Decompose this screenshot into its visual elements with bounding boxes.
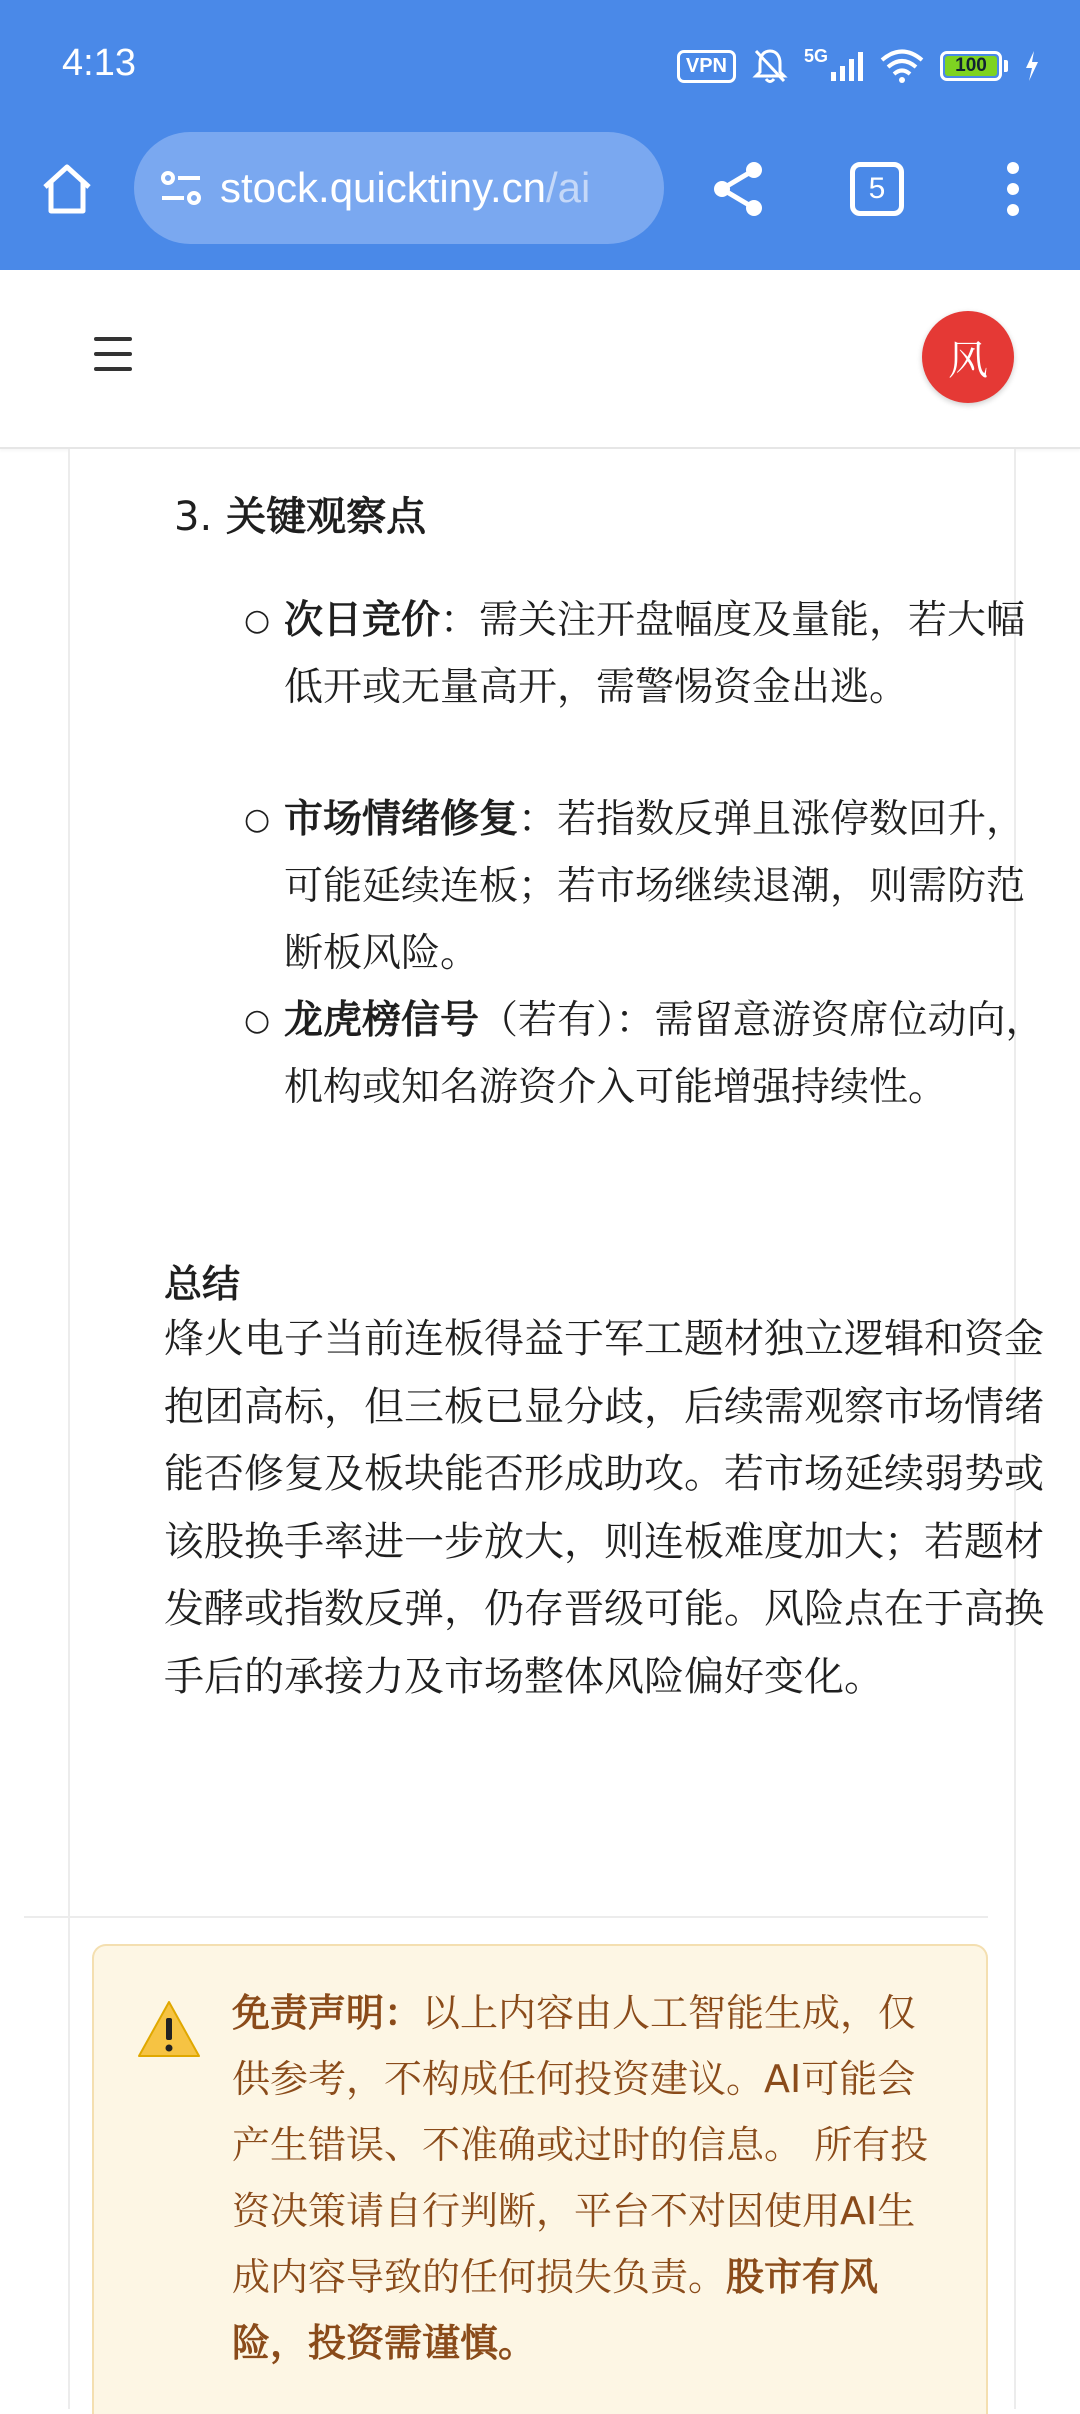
home-icon xyxy=(39,161,95,217)
summary-paragraph: 烽火电子当前连板得益于军工题材独立逻辑和资金抱团高标，但三板已显分歧，后续需观察市场情绪能否修复及板块能否形成助攻。若市场延续弱势或该股换手率进一步放大，则连板难度加大；若题材发酵或指数反弹，仍存晋级可能。风险点在于高换手后的承接力及市场整体风险偏好变化。 xyxy=(164,1316,1044,1700)
overflow-menu-button[interactable] xyxy=(990,156,1036,222)
battery-level: 100 xyxy=(955,55,987,76)
disclaimer-text xyxy=(232,1980,952,2376)
bullet-circle-icon: ○ xyxy=(244,1003,271,1038)
bullet-circle-icon: ○ xyxy=(244,802,271,837)
hamburger-menu-icon[interactable] xyxy=(94,337,132,371)
summary-heading: 总结 xyxy=(164,1262,241,1306)
share-button[interactable] xyxy=(706,156,772,222)
site-settings-icon[interactable] xyxy=(156,163,206,213)
status-time: 4:13 xyxy=(62,42,136,84)
bullet-term: 龙虎榜信号 xyxy=(284,998,480,1043)
battery-icon xyxy=(940,51,1008,81)
url-text xyxy=(220,164,590,212)
user-avatar[interactable]: 风 xyxy=(922,311,1014,403)
signal-icon xyxy=(830,50,864,82)
divider xyxy=(24,1916,988,1918)
section-number: 3. xyxy=(174,494,213,540)
home-button[interactable] xyxy=(34,156,100,222)
disclaimer-label: 免责声明： xyxy=(232,1991,423,2035)
address-bar[interactable] xyxy=(134,132,664,244)
tab-switcher-button[interactable]: 5 xyxy=(850,162,904,216)
list-item xyxy=(244,987,1050,1121)
dot-icon xyxy=(1007,204,1019,216)
bullet-term: 市场情绪修复 xyxy=(284,797,519,842)
section-heading xyxy=(174,485,426,542)
list-item xyxy=(244,786,1050,987)
disclaimer-emphasis: 股市有风险，投资需谨慎。 xyxy=(232,2255,879,2365)
wifi-icon xyxy=(880,49,924,83)
disclaimer-body: 以上内容由人工智能生成，仅供参考，不构成任何投资建议。AI可能会产生错误、不准确或过时的信息。 所有投资决策请自行判断，平台不对因使用AI生成内容导致的任何损失负责。 xyxy=(232,1991,929,2299)
bullet-text: ：需关注开盘幅度及量能，若大幅低开或无量高开，需警惕资金出逃。 xyxy=(284,598,1026,710)
dot-icon xyxy=(1007,183,1019,195)
bullet-text: （若有）：需留意游资席位动向，机构或知名游资介入可能增强持续性。 xyxy=(284,998,1045,1110)
url-domain: stock.quicktiny.cn xyxy=(220,164,547,211)
status-icons xyxy=(677,46,1040,86)
bullet-term: 次日竞价 xyxy=(284,598,441,643)
dot-icon xyxy=(1007,162,1019,174)
warning-icon xyxy=(136,1998,202,2060)
bell-muted-icon xyxy=(752,47,788,85)
network-type: 5G xyxy=(803,46,828,66)
charging-bolt-icon xyxy=(1024,51,1040,81)
url-path: /ai xyxy=(546,164,591,211)
browser-chrome xyxy=(0,0,1080,270)
section-title: 关键观察点 xyxy=(226,494,427,540)
vpn-icon: VPN xyxy=(677,50,736,83)
list-item xyxy=(244,587,1050,721)
site-header xyxy=(0,270,1080,449)
share-icon xyxy=(706,156,772,222)
bullet-circle-icon: ○ xyxy=(244,603,271,638)
disclaimer-box xyxy=(92,1944,988,2414)
bullet-text: ：若指数反弹且涨停数回升，可能延续连板；若市场继续退潮，则需防范断板风险。 xyxy=(284,797,1026,976)
